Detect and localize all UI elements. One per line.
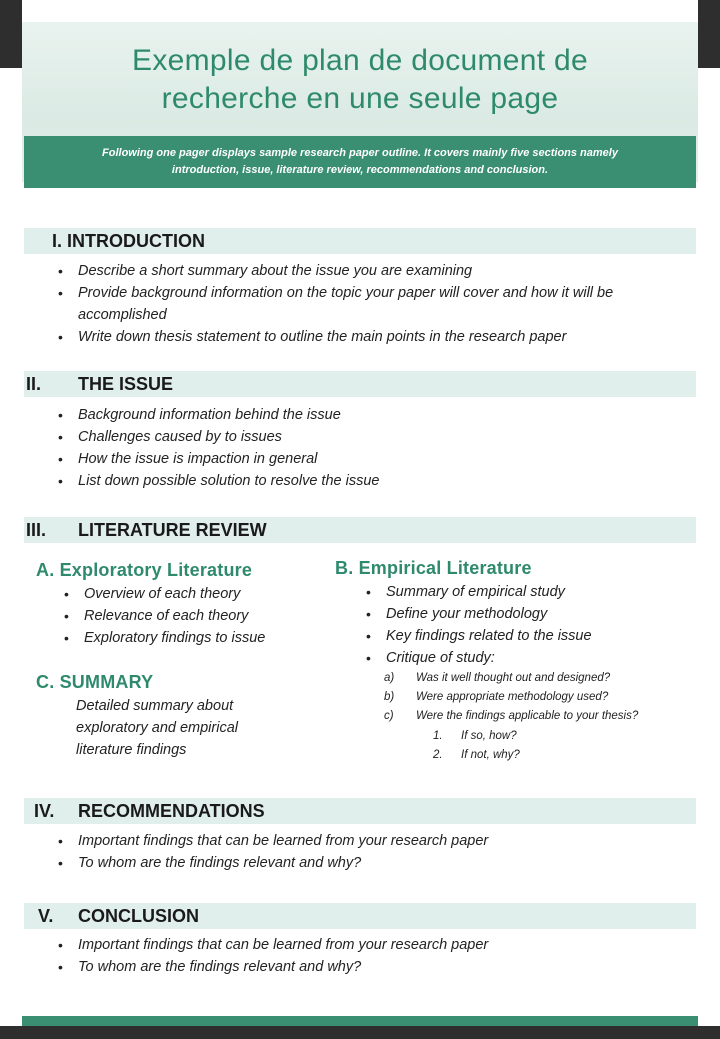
- list-item: • To whom are the findings relevant and why?: [56, 852, 676, 874]
- subheading-empirical: B. Empirical Literature: [335, 558, 532, 578]
- intro-banner: [24, 136, 696, 188]
- critique-sublist: [433, 727, 633, 765]
- frame-corner-left: [0, 0, 22, 68]
- sub-marker: 1.: [433, 730, 443, 742]
- section-title-literature: LITERATURE REVIEW: [78, 520, 267, 540]
- list-item: • Challenges caused by to issues: [56, 426, 666, 448]
- frame-corner-right: [698, 0, 720, 68]
- critique-marker: b): [384, 691, 395, 703]
- list-item: • Relevance of each theory: [62, 605, 322, 627]
- sub-item: [433, 746, 633, 765]
- section-number-literature: III.: [26, 520, 47, 540]
- list-item: • How the issue is impaction in general: [56, 448, 666, 470]
- critique-item: [384, 688, 694, 707]
- list-item: • Important findings that can be learned from your research paper: [56, 830, 676, 852]
- list-item: • Critique of study:: [364, 647, 694, 669]
- subheading-exploratory: A. Exploratory Literature: [36, 560, 253, 580]
- footer-frame: [0, 1026, 720, 1039]
- recommendations-list: [56, 830, 676, 874]
- sub-item: [433, 727, 633, 746]
- issue-list: [56, 404, 666, 492]
- title-line-2: recherche en une seule page: [161, 82, 559, 115]
- sub-marker: 2.: [433, 749, 443, 761]
- section-number-recommendations: IV.: [34, 801, 55, 821]
- section-number-conclusion: V.: [38, 906, 54, 926]
- list-item: • Key findings related to the issue: [364, 625, 694, 647]
- banner-line-1: Following one pager displays sample research paper outline. It covers mainly five sections namely: [102, 147, 618, 159]
- list-item: • Describe a short summary about the issue you are examining: [56, 260, 666, 282]
- list-item: • Exploratory findings to issue: [62, 627, 322, 649]
- critique-item: [384, 669, 694, 688]
- empirical-list: [364, 581, 694, 669]
- subheading-summary: C. SUMMARY: [36, 672, 154, 692]
- list-item: • Summary of empirical study: [364, 581, 694, 603]
- section-title-issue: THE ISSUE: [78, 374, 174, 394]
- critique-text: Was it well thought out and designed?: [416, 672, 611, 684]
- list-item: • Overview of each theory: [62, 583, 322, 605]
- list-item: • Provide background information on the topic your paper will cover and how it will be accomplished: [56, 282, 666, 326]
- critique-text: Were the findings applicable to your thesis?: [416, 710, 639, 722]
- critique-item: [384, 707, 694, 726]
- section-number-issue: II.: [26, 374, 42, 394]
- banner-line-2: introduction, issue, literature review, recommendations and conclusion.: [171, 164, 549, 176]
- introduction-list: [56, 260, 666, 348]
- list-item: • Background information behind the issue: [56, 404, 666, 426]
- exploratory-list: [62, 583, 322, 649]
- conclusion-list: [56, 934, 676, 978]
- section-title-recommendations: RECOMMENDATIONS: [78, 801, 265, 821]
- title-line-1: Exemple de plan de document de: [132, 44, 588, 77]
- critique-text: Were appropriate methodology used?: [416, 691, 609, 703]
- summary-text: Detailed summary about exploratory and empirical literature findings: [76, 698, 238, 758]
- section-title-introduction: I. INTRODUCTION: [52, 231, 205, 251]
- list-item: • Define your methodology: [364, 603, 694, 625]
- page-title: [22, 42, 698, 118]
- list-item: • To whom are the findings relevant and why?: [56, 956, 676, 978]
- list-item: • List down possible solution to resolve the issue: [56, 470, 666, 492]
- section-title-conclusion: CONCLUSION: [78, 906, 199, 926]
- list-item: • Important findings that can be learned from your research paper: [56, 934, 676, 956]
- critique-list: [384, 669, 694, 726]
- footer-accent-bar: [22, 1016, 698, 1026]
- sub-text: If so, how?: [461, 730, 517, 742]
- critique-marker: c): [384, 710, 394, 722]
- critique-marker: a): [384, 672, 395, 684]
- sub-text: If not, why?: [461, 749, 520, 761]
- list-item: • Write down thesis statement to outline the main points in the research paper: [56, 326, 666, 348]
